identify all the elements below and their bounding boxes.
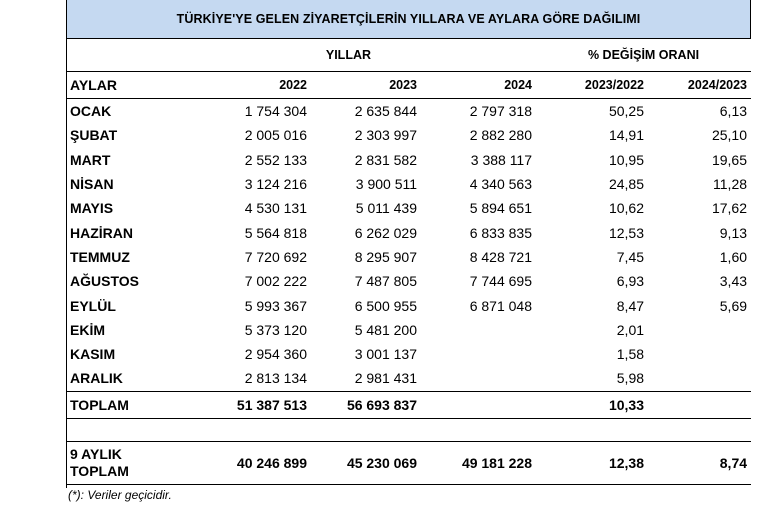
data-table: [66, 39, 751, 485]
value-2024: 7 744 695: [469, 273, 533, 290]
table-row: [66, 123, 751, 147]
nine-month-total-row: [66, 441, 751, 484]
change-2023-2022: 12,53: [608, 224, 645, 241]
value-2022: 1 754 304: [244, 103, 307, 120]
table-row: [66, 318, 751, 342]
change-2024-2023: 6,13: [719, 103, 748, 120]
month-cell: KASIM: [70, 346, 116, 363]
band-row: [66, 39, 751, 72]
value-2023: 6 262 029: [354, 224, 418, 241]
month-cell: OCAK: [70, 103, 112, 120]
header-change-2024-2023: 2024/2023: [648, 72, 751, 99]
header-month: AYLAR: [66, 72, 191, 99]
change-2024-2023: 8,74: [648, 441, 751, 484]
month-cell: TOPLAM: [66, 391, 191, 418]
change-band: % DEĞİŞİM ORANI: [587, 48, 700, 62]
value-2024: 8 428 721: [469, 248, 533, 265]
value-2024: [421, 391, 536, 418]
value-2023: 2 303 997: [354, 127, 418, 144]
value-2023: 6 500 955: [354, 297, 418, 314]
header-row: [66, 72, 751, 99]
table-title: TÜRKİYE'YE GELEN ZİYARETÇİLERİN YILLARA VE AYLARA GÖRE DAĞILIMI: [66, 0, 751, 39]
header-change-2023-2022: 2023/2022: [536, 72, 648, 99]
table-row: [66, 269, 751, 293]
value-2024: 5 894 651: [469, 200, 533, 217]
table-row: [66, 342, 751, 366]
value-2022: 7 002 222: [244, 273, 307, 290]
value-2022: 5 373 120: [244, 321, 307, 338]
month-cell: ŞUBAT: [70, 127, 118, 144]
visitor-table: [66, 0, 751, 485]
value-2024: [421, 318, 536, 342]
value-2024: [421, 342, 536, 366]
change-2023-2022: 12,38: [536, 441, 648, 484]
value-2024: 2 797 318: [469, 103, 533, 120]
change-2024-2023: 19,65: [711, 151, 748, 168]
month-cell: MART: [70, 151, 111, 168]
change-2024-2023: 3,43: [719, 273, 748, 290]
change-2024-2023: [648, 391, 751, 418]
change-2023-2022: 2,01: [616, 321, 645, 338]
value-2023: 3 001 137: [354, 346, 418, 363]
value-2023: 2 831 582: [354, 151, 418, 168]
change-2024-2023: 17,62: [711, 200, 748, 217]
spacer-row: [66, 418, 751, 441]
header-2022: 2022: [191, 72, 311, 99]
value-2022: 2 813 134: [244, 370, 307, 387]
header-2024: 2024: [421, 72, 536, 99]
value-2023: 7 487 805: [354, 273, 418, 290]
month-cell: ARALIK: [70, 370, 123, 387]
month-cell: TEMMUZ: [70, 248, 130, 265]
value-2024: 3 388 117: [470, 151, 533, 168]
header-2023: 2023: [311, 72, 421, 99]
change-2023-2022: 6,93: [616, 273, 645, 290]
change-2023-2022: 50,25: [608, 103, 645, 120]
value-2024: [421, 366, 536, 391]
value-2023: 5 011 439: [355, 200, 418, 217]
value-2024: 6 833 835: [469, 224, 533, 241]
table-row: [66, 366, 751, 391]
change-2024-2023: [648, 342, 751, 366]
row-label-line: TOPLAM: [70, 462, 129, 479]
change-2023-2022: 14,91: [608, 127, 645, 144]
change-2024-2023: 11,28: [713, 176, 748, 193]
table-row: [66, 220, 751, 244]
value-2023: 45 230 069: [311, 441, 421, 484]
table-row: [66, 245, 751, 269]
table-row: [66, 99, 751, 124]
change-2023-2022: 7,45: [616, 248, 645, 265]
month-cell: NİSAN: [70, 176, 114, 193]
change-2023-2022: 5,98: [616, 370, 645, 387]
change-2023-2022: 10,33: [536, 391, 648, 418]
value-2024: 6 871 048: [469, 297, 533, 314]
table-row: [66, 172, 751, 196]
value-2022: 40 246 899: [191, 441, 311, 484]
table-row: [66, 148, 751, 172]
value-2023: 5 481 200: [354, 321, 418, 338]
change-2023-2022: 10,62: [608, 200, 645, 217]
value-2022: 2 954 360: [244, 346, 307, 363]
years-band: YILLAR: [325, 48, 372, 62]
total-row: [66, 391, 751, 418]
value-2023: 3 900 511: [355, 176, 418, 193]
change-2023-2022: 1,58: [616, 346, 645, 363]
value-2022: 4 530 131: [244, 200, 307, 217]
value-2023: 2 635 844: [354, 103, 418, 120]
value-2022: 3 124 216: [244, 176, 307, 193]
value-2023: 56 693 837: [311, 391, 421, 418]
change-2024-2023: [648, 318, 751, 342]
month-cell: [66, 441, 191, 484]
change-2024-2023: 9,13: [719, 224, 748, 241]
footnote: (*): Veriler geçicidir.: [68, 488, 172, 502]
value-2024: 2 882 280: [469, 127, 533, 144]
table-row: [66, 196, 751, 220]
change-2024-2023: [648, 366, 751, 391]
value-2022: 5 564 818: [244, 224, 307, 241]
month-cell: MAYIS: [70, 200, 114, 217]
change-2024-2023: 1,60: [719, 248, 748, 265]
value-2022: 51 387 513: [191, 391, 311, 418]
change-2023-2022: 24,85: [608, 176, 645, 193]
value-2022: 5 993 367: [244, 297, 307, 314]
value-2024: 4 340 563: [469, 176, 533, 193]
value-2022: 2 005 016: [244, 127, 307, 144]
change-2024-2023: 25,10: [711, 127, 748, 144]
month-cell: EKİM: [70, 321, 105, 338]
value-2023: 2 981 431: [354, 370, 418, 387]
value-2022: 2 552 133: [244, 151, 307, 168]
month-cell: AĞUSTOS: [70, 273, 139, 290]
value-2023: 8 295 907: [354, 248, 418, 265]
row-label-line: 9 AYLIK: [70, 445, 122, 462]
change-2024-2023: 5,69: [719, 297, 748, 314]
month-cell: HAZİRAN: [70, 224, 133, 241]
table-row: [66, 293, 751, 317]
month-cell: EYLÜL: [70, 297, 116, 314]
change-2023-2022: 8,47: [616, 297, 645, 314]
change-2023-2022: 10,95: [608, 151, 645, 168]
value-2024: 49 181 228: [421, 441, 536, 484]
value-2022: 7 720 692: [244, 248, 307, 265]
